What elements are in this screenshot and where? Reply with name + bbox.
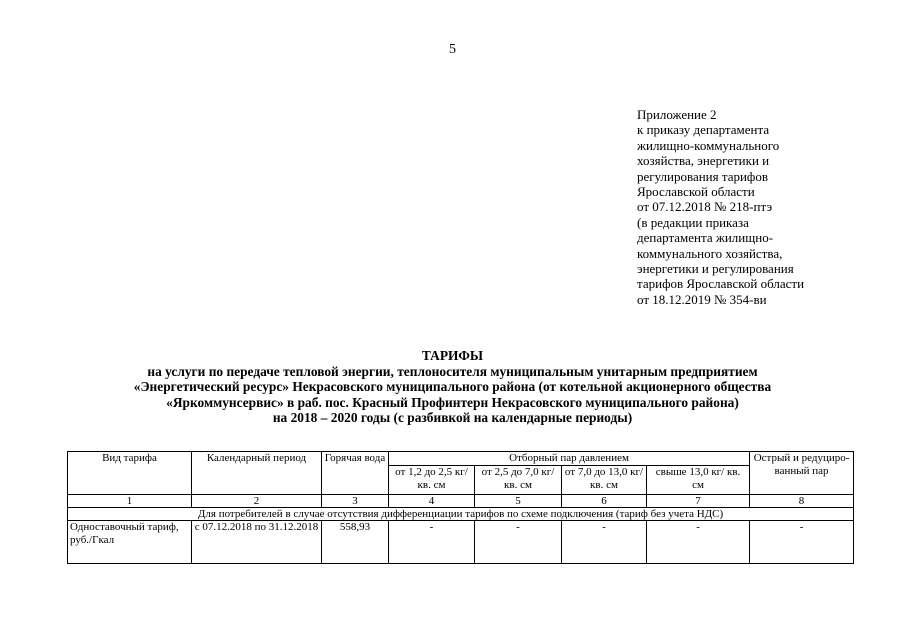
appendix-line: департамента жилищно- (637, 230, 774, 246)
cell-steam-2: - (475, 521, 562, 564)
header-steam-4: свыше 13,0 кг/ кв. см (647, 466, 750, 495)
appendix-line: Приложение 2 (637, 107, 717, 122)
title-line: «Энергетический ресурс» Некрасовского муниципального района (от котельной акционерного общества (133, 379, 772, 395)
cell-hot-water: 558,93 (322, 521, 389, 564)
header-hot-water: Горячая вода (322, 452, 389, 495)
tariffs-table (67, 451, 854, 564)
consumer-note: Для потребителей в случае отсутствия дифференциации тарифов по схеме подключения (тариф без учета НДС) (68, 508, 854, 521)
page-number: 5 (449, 42, 456, 57)
column-number: 5 (475, 495, 562, 508)
appendix-line: от 18.12.2019 № 354-ви (637, 291, 767, 307)
column-number: 2 (192, 495, 322, 508)
appendix-line: тарифов Ярославской области (637, 276, 805, 292)
appendix-line: к приказу департамента (637, 122, 770, 138)
cell-period: с 07.12.2018 по 31.12.2018 (192, 521, 322, 564)
header-tariff-type: Вид тарифа (68, 452, 192, 495)
title-line: «Яркоммунсервис» в раб. пос. Красный Профинтерн Некрасовского муниципального района) (166, 394, 739, 410)
appendix-reference (637, 107, 867, 307)
appendix-line: Ярославской области (637, 184, 755, 200)
table-row (68, 521, 854, 564)
appendix-line: хозяйства, энергетики и (637, 153, 770, 169)
header-calendar-period: Календарный период (192, 452, 322, 495)
column-number: 6 (562, 495, 647, 508)
appendix-line: от 07.12.2018 № 218-птэ (637, 199, 773, 215)
cell-sharp-steam: - (750, 521, 854, 564)
appendix-line: регулирования тарифов (637, 168, 768, 184)
cell-steam-3: - (562, 521, 647, 564)
title-heading: ТАРИФЫ (421, 348, 484, 363)
column-number: 1 (68, 495, 192, 508)
consumer-note-row (68, 508, 854, 521)
appendix-line: жилищно-коммунального (637, 137, 780, 153)
document-title (40, 348, 865, 426)
column-number: 7 (647, 495, 750, 508)
title-line: на услуги по передаче тепловой энергии, теплоносителя муниципальным унитарным предприятием (147, 363, 758, 379)
appendix-line: энергетики и регулирования (637, 261, 794, 277)
column-number-row (68, 495, 854, 508)
header-row (68, 452, 854, 466)
column-number: 8 (750, 495, 854, 508)
header-steam-3: от 7,0 до 13,0 кг/ кв. см (562, 466, 647, 495)
title-line: на 2018 – 2020 годы (с разбивкой на календарные периоды) (272, 410, 633, 426)
cell-tariff-type: Одноставочный тариф, руб./Гкал (68, 521, 192, 564)
appendix-line: (в редакции приказа (637, 214, 749, 230)
column-number: 3 (322, 495, 389, 508)
column-number: 4 (389, 495, 475, 508)
header-steam-1: от 1,2 до 2,5 кг/ кв. см (389, 466, 475, 495)
cell-steam-4: - (647, 521, 750, 564)
header-sharp-steam: Острый и редуциро-ванный пар (750, 452, 854, 495)
appendix-line: коммунального хозяйства, (637, 245, 783, 261)
cell-steam-1: - (389, 521, 475, 564)
header-steam-group: Отборный пар давлением (389, 452, 750, 466)
header-steam-2: от 2,5 до 7,0 кг/ кв. см (475, 466, 562, 495)
